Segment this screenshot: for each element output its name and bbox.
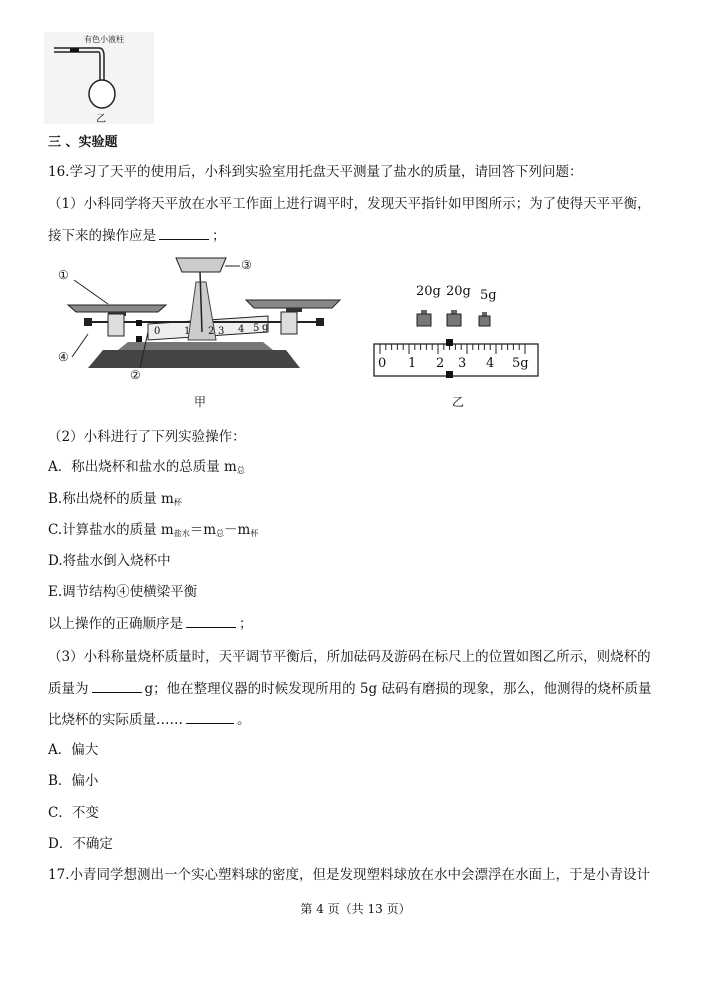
part3-end: 。 (237, 712, 251, 728)
order-question (48, 614, 253, 633)
q16-part3-line2 (48, 679, 651, 698)
weight-label-1: 20g (416, 284, 441, 299)
choice-b: B．偏小 (48, 773, 99, 789)
yi-scale-2: 2 (436, 356, 445, 371)
marker-1: ① (58, 268, 69, 282)
operation-c-sub1: 盐水 (173, 529, 190, 538)
part3-compare-prompt: 比烧杯的实际质量…… (48, 712, 183, 728)
operation-a-sub: 总 (236, 466, 245, 475)
answer-blank-4[interactable] (186, 710, 234, 724)
yi-scale-0: 0 (378, 356, 387, 371)
operation-d: D.将盐水倒入烧杯中 (48, 553, 171, 569)
figure-yi (372, 282, 542, 382)
figure-yi-caption: 乙 (452, 395, 465, 409)
part3-mass-prompt: 质量为 (48, 681, 89, 697)
operation-b-text: B.称出烧杯的质量 m (48, 491, 174, 507)
balance-diagram (48, 250, 343, 390)
weight-label-3: 5g (480, 288, 497, 303)
section-title: 三 、实验题 (48, 135, 118, 150)
marker-4: ④ (58, 350, 69, 364)
scale-4: 4 (238, 324, 245, 335)
figure-jia (48, 250, 343, 390)
part1-end: ； (212, 228, 226, 244)
yi-scale-1: 1 (408, 356, 417, 371)
part3-line2-rest: g；他在整理仪器的时候发现所用的 5g 砝码有磨损的现象，那么，他测得的烧杯质量 (144, 681, 652, 697)
yi-scale-4: 4 (486, 356, 495, 371)
operation-c-mid: ＝m (189, 522, 217, 538)
order-prompt: 以上操作的正确顺序是 (48, 616, 183, 632)
choice-c: C．不变 (48, 805, 99, 821)
marker-3: ③ (241, 258, 252, 272)
tube-label: 有色小液柱 (84, 35, 124, 44)
q17-stem: 17.小青同学想测出一个实心塑料球的密度，但是发现塑料球放在水中会漂浮在水面上，于是小青设计 (48, 867, 650, 883)
scale-5: 5 (253, 323, 260, 334)
operation-a (48, 458, 245, 480)
q16-part2-intro: （2）小科进行了下列实验操作： (48, 429, 246, 445)
operation-c-text: C.计算盐水的质量 m (48, 522, 174, 538)
q16-part1-line2 (48, 226, 226, 245)
scale-1: 1 (184, 326, 191, 337)
scale-g: g (262, 322, 269, 333)
yi-scale-5g: 5g (512, 356, 529, 371)
part1-prompt: 接下来的操作应是 (48, 228, 156, 244)
operation-c-sub2: 总 (216, 529, 225, 538)
q16-part1-line1: （1）小科同学将天平放在水平工作面上进行调平时，发现天平指针如甲图所示；为了使得天平平衡， (48, 196, 651, 212)
operation-a-text: A．称出烧杯和盐水的总质量 m (48, 459, 237, 475)
scale-0: 0 (154, 326, 161, 337)
q16-stem: 16.学习了天平的使用后，小科到实验室用托盘天平测量了盐水的质量，请回答下列问题： (48, 164, 583, 180)
page-footer: 第 4 页（共 13 页） (300, 902, 411, 916)
figure-jia-caption: 甲 (194, 395, 207, 409)
answer-blank-1[interactable] (159, 226, 209, 240)
marker-2: ② (130, 368, 141, 382)
operation-c-sub3: 杯 (250, 529, 259, 538)
answer-blank-3[interactable] (92, 679, 142, 693)
top-figure-caption: 乙 (96, 114, 106, 125)
q16-part3-line1: （3）小科称量烧杯质量时，天平调节平衡后，所加砝码及游码在标尺上的位置如图乙所示，则烧杯的 (48, 649, 651, 665)
operation-e: E.调节结构④使横梁平衡 (48, 584, 198, 600)
top-figure (44, 32, 154, 124)
answer-blank-2[interactable] (186, 614, 236, 628)
scale-2: 2 (208, 326, 215, 337)
operation-b-sub: 杯 (173, 498, 182, 507)
choice-d: D．不确定 (48, 836, 113, 852)
operation-c-minus: －m (224, 522, 251, 538)
order-end: ； (239, 616, 253, 632)
choice-a: A．偏大 (48, 742, 99, 758)
yi-scale-3: 3 (458, 356, 467, 371)
q16-part3-line3 (48, 710, 251, 729)
weight-label-2: 20g (446, 284, 471, 299)
operation-c (48, 521, 258, 543)
operation-b (48, 490, 182, 512)
scale-3: 3 (218, 326, 225, 337)
